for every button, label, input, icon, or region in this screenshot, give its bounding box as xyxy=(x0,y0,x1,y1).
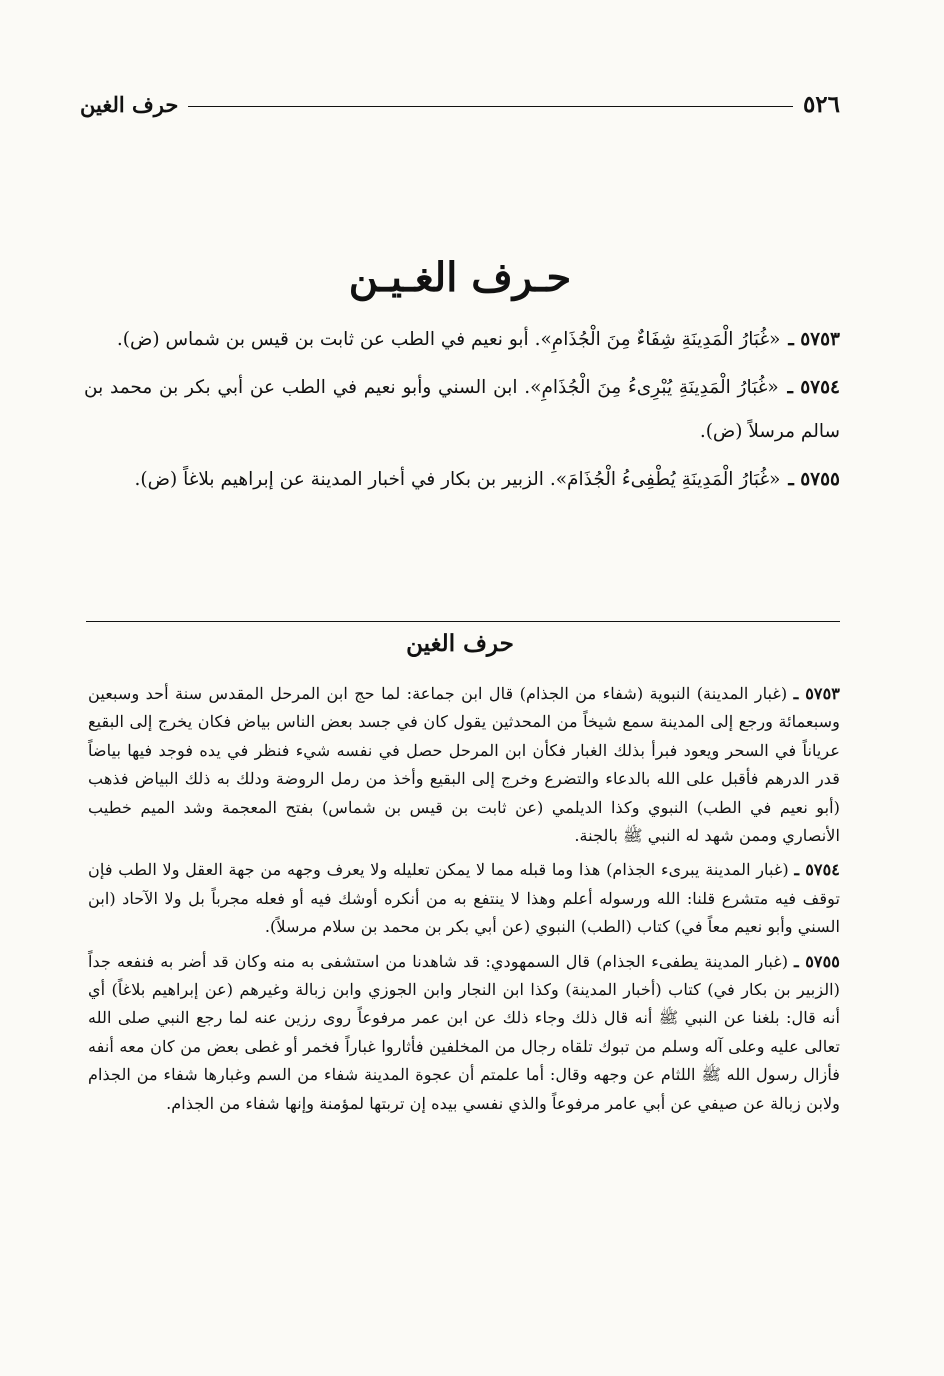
note-number: ٥٧٥٥ ـ xyxy=(794,951,840,971)
section-divider xyxy=(86,621,840,622)
header-rule xyxy=(188,106,793,107)
commentary-note xyxy=(88,680,840,850)
entry-text: «غُبَارُ الْمَدِينَةِ يُطْفِىءُ الْجُذَامَ». الزبير بن بكار في أخبار المدينة عن إبراهيم بلاغاً (ض). xyxy=(134,469,781,490)
note-text: (غبار المدينة يطفىء الجذام) قال السمهودي: قد شاهدنا من استشفى به منه وكان قد أضر به فنفعه جداً (الزبير بن بكار في) كتاب (أخبار المدينة) وكذا ابن النجار وابن الجوزي وابن زبالة وغيرهم (عن إبراهيم بلاغاً) أي أنه قال: بلغنا عن النبي ﷺ أنه قال ذلك وجاء ذلك عن ابن عمر مرفوعاً روى رزين عنه لما رجع النبي صلى الله تعالى عليه وعلى آله وسلم من تبوك تلقاه رجال من المخلفين فأثاروا غباراً فخمر أو غطى بعض من كان معه أنفه فأزال رسول الله ﷺ اللثام عن وجهه وقال: أما علمتم أن عجوة المدينة شفاء من السم وغبارها شفاء من الجذام ولابن زبالة عن صيفي عن أبي عامر مرفوعاً والذي نفسي بيده إن تربتها لمؤمنة وإنها شفاء من الجذام. xyxy=(88,951,840,1113)
commentary-notes xyxy=(88,680,840,1124)
note-number: ٥٧٥٤ ـ xyxy=(794,860,840,880)
commentary-note xyxy=(88,948,840,1118)
hadith-entries xyxy=(84,318,840,506)
hadith-entry xyxy=(84,458,840,502)
chapter-title: حـرف الغـيـن xyxy=(348,254,572,301)
entry-text: «غُبَارُ الْمَدِينَةِ شِفَاءٌ مِنَ الْجُذَامِ». أبو نعيم في الطب عن ثابت بن قيس بن شماس (ض). xyxy=(116,329,781,350)
note-number: ٥٧٥٣ ـ xyxy=(793,684,840,703)
running-head xyxy=(80,86,840,122)
note-text: (غبار المدينة يبرىء الجذام) هذا وما قبله مما لا يمكن تعليله ولا يعرف وجهه من جهة العقل ولا الطب فإن توقف فيه متشرع قلنا: الله ورسوله أعلم وهذا لا ينتفع به من أنكره أوشك فيه أو فعله مجرباً بل ولا الآحاد (ابن السني وأبو نعيم معاً في) كتاب (الطب) النبوي (عن أبي بكر بن محمد بن سلام مرسلاً). xyxy=(88,860,840,937)
commentary-title: حرف الغين xyxy=(406,630,514,657)
hadith-entry xyxy=(84,318,840,362)
commentary-note xyxy=(88,856,840,941)
running-head-title: حرف الغين xyxy=(80,91,179,117)
note-text: (غبار المدينة) النبوية (شفاء من الجذام) قال ابن جماعة: لما حج ابن المرحل المقدس سنة أحد وسبعين وسبعمائة ورجع إلى المدينة سمع شيخاً من المحدثين يقول كان في جسد بعض الناس بياض فكان يخرج إلى البقيع عرياناً في السحر ويعود فبرأ بذلك الغبار فكأن ابن المرحل حصل في نفسه شيء فنظر في يده فوجد فيها بياضاً قدر الدرهم فأقبل على الله بالدعاء والتضرع وخرج إلى البقيع وأخذ من رمل الروضة ودلك به ذلك البياض فذهب (أبو نعيم في الطب) النبوي وكذا الديلمي (عن ثابت بن قيس بن شماس) بفتح المعجمة وشد الميم خطيب الأنصاري وممن شهد له النبي ﷺ بالجنة. xyxy=(88,684,840,846)
page-number: ٥٢٦ xyxy=(802,90,840,118)
entry-number: ٥٧٥٥ ـ xyxy=(788,469,840,490)
hadith-entry xyxy=(84,366,840,454)
entry-text: «غُبَارُ الْمَدِينَةِ يُبْرِىءُ مِنَ الْجُذَامِ». ابن السني وأبو نعيم في الطب عن أبي بكر بن محمد بن سالم مرسلاً (ض). xyxy=(84,377,840,442)
entry-number: ٥٧٥٣ ـ xyxy=(788,329,840,350)
entry-number: ٥٧٥٤ ـ xyxy=(787,377,840,398)
